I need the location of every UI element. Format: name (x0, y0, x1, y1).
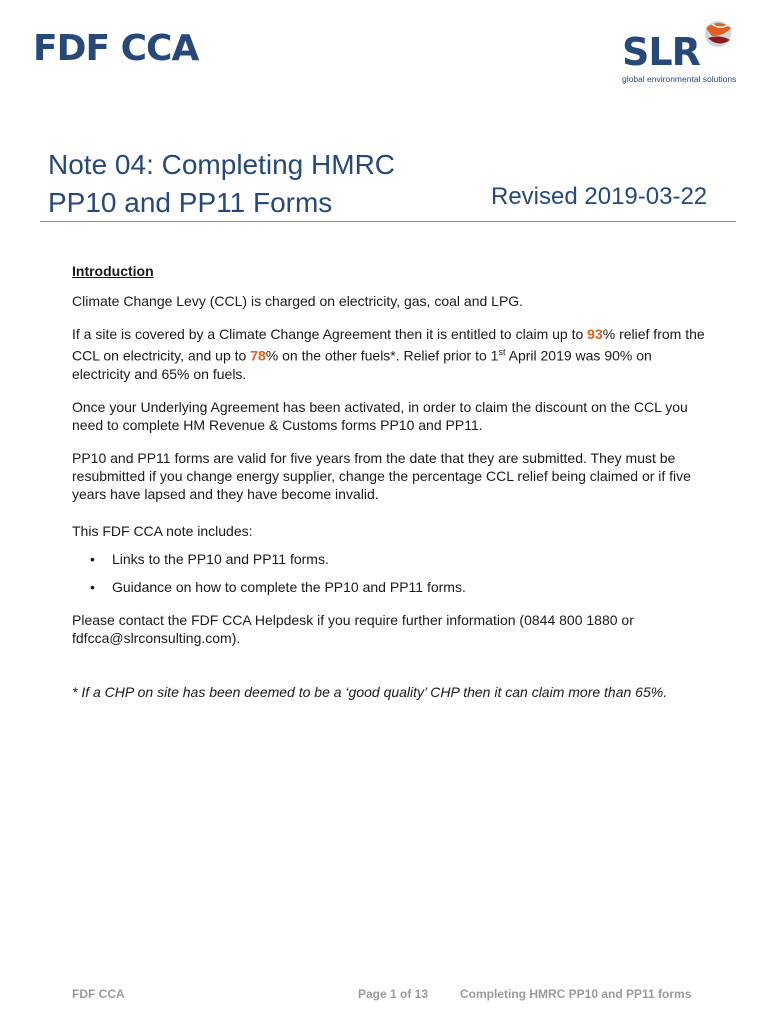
bullet-icon: • (90, 578, 95, 595)
footer-brand: FDF CCA (72, 987, 125, 1001)
footer-page-number: Page 1 of 13 (358, 987, 429, 1001)
slr-logo-tagline: global environmental solutions (622, 74, 737, 84)
relief-text-b: % relief from the CCL on electricity, and up to (72, 326, 705, 364)
paragraph-relief (72, 325, 712, 383)
list-item: • Links to the PP10 and PP11 forms. (90, 550, 329, 567)
paragraph-underlying-agreement: Once your Underlying Agreement has been activated, in order to claim the discount on the CCL you need to complete HM Revenue & Customs forms PP10 and PP11. (72, 398, 688, 433)
relief-superscript: st (498, 347, 506, 357)
includes-list (72, 550, 712, 596)
relief-text-a: If a site is covered by a Climate Change Agreement then it is entitled to claim up to (72, 326, 588, 342)
document-title (48, 146, 395, 222)
relief-text-d: April 2019 was 90% on electricity and 65% on fuels. (72, 347, 652, 382)
section-heading-introduction: Introduction (72, 263, 154, 279)
brand-title: FDF CCA (33, 28, 199, 69)
title-divider (40, 221, 736, 222)
document-body (72, 262, 712, 701)
bullet-icon: • (90, 550, 95, 567)
slr-logo-text: SLR (622, 30, 700, 74)
title-line-2: PP10 and PP11 Forms (48, 187, 333, 218)
relief-fuels-value: 78 (250, 347, 266, 364)
paragraph-ccl: Climate Change Levy (CCL) is charged on electricity, gas, coal and LPG. (72, 293, 524, 309)
footer-document-title: Completing HMRC PP10 and PP11 forms (460, 987, 692, 1001)
footnote-chp: * If a CHP on site has been deemed to be a ‘good quality’ CHP then it can claim more than 65%. (72, 683, 668, 700)
relief-electricity-value: 93 (587, 326, 603, 342)
relief-text-c: % on the other fuels*. Relief prior to 1 (265, 347, 499, 364)
title-line-1: Note 04: Completing HMRC (48, 149, 396, 180)
list-item: • Guidance on how to complete the PP10 and PP11 forms. (90, 578, 466, 595)
paragraph-validity: PP10 and PP11 forms are valid for five years from the date that they are submitted. They must be resubmitted if you change energy supplier, change the percentage CCL relief being claimed or if five years have lapsed and they have become invalid. (72, 449, 691, 502)
paragraph-contact: Please contact the FDF CCA Helpdesk if you require further information (0844 800 1880 or fdfcca@slrconsulting.com). (72, 611, 634, 646)
revised-date: Revised 2019-03-22 (491, 183, 708, 210)
paragraph-note-includes: This FDF CCA note includes: (72, 522, 253, 539)
